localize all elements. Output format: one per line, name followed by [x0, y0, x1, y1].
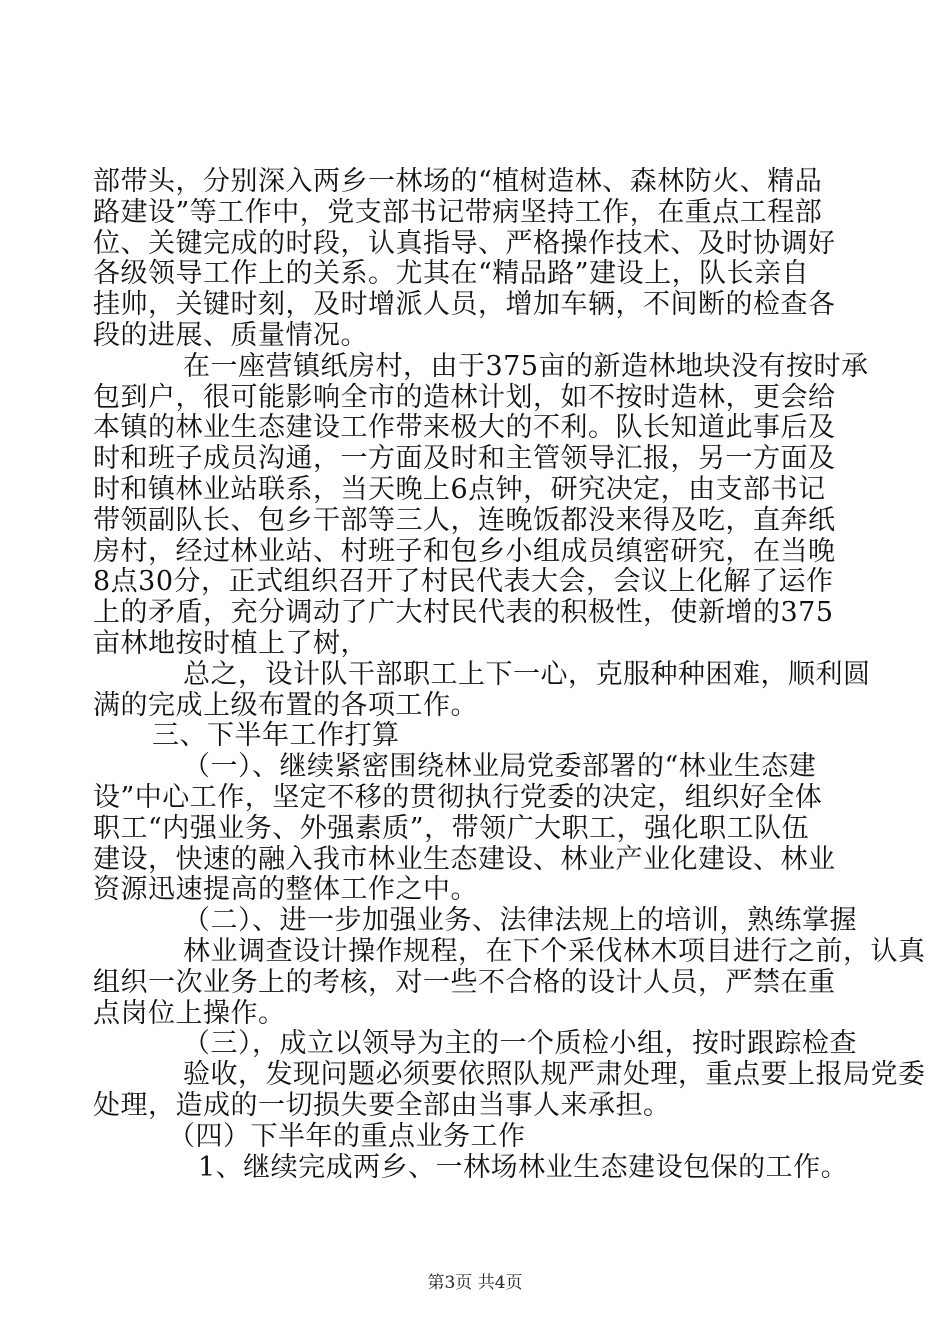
text-line: 三、下半年工作打算: [152, 720, 400, 752]
text-line: 段的进展、质量情况。: [93, 320, 368, 351]
text-line: 带领副队长、包乡干部等三人，连晚饭都没来得及吃，直奔纸: [93, 504, 836, 536]
text-line: 满的完成上级布置的各项工作。: [93, 689, 478, 721]
text-line: 8点30分，正式组织召开了村民代表大会，会议上化解了运作: [93, 566, 834, 598]
text-line: 上的矛盾，充分调动了广大村民代表的积极性，使新增的375: [93, 597, 834, 629]
text-line: 亩林地按时植上了树，: [93, 628, 368, 659]
text-line: 时和班子成员沟通，一方面及时和主管领导汇报，另一方面及: [93, 443, 836, 475]
text-line: 时和镇林业站联系，当天晚上6点钟，研究决定，由支部书记: [93, 474, 826, 505]
text-line: 位、关键完成的时段，认真指导、严格操作技术、及时协调好: [93, 227, 836, 259]
text-line: 林业调查设计操作规程，在下个采伐林木项目进行之前，认真: [183, 936, 926, 967]
text-line: 处理，造成的一切损失要全部由当事人来承担。: [93, 1090, 671, 1121]
text-line: （二）、进一步加强业务、法律法规上的培训，熟练掌握: [183, 905, 857, 937]
text-line: 验收，发现问题必须要依照队规严肃处理，重点要上报局党委: [183, 1059, 926, 1091]
text-line: 本镇的林业生态建设工作带来极大的不利。队长知道此事后及: [93, 412, 836, 444]
text-line: 点岗位上操作。: [93, 997, 286, 1029]
text-line: （三），成立以领导为主的一个质检小组，按时跟踪检查: [183, 1028, 857, 1060]
text-line: 1、继续完成两乡、一林场林业生态建设包保的工作。: [198, 1151, 849, 1183]
text-line: 建设，快速的融入我市林业生态建设、林业产业化建设、林业: [93, 843, 836, 875]
text-line: 包到户，很可能影响全市的造林计划，如不按时造林，更会给: [93, 381, 836, 413]
page-footer: 第3页 共4页: [427, 1273, 523, 1293]
text-line: （四）下半年的重点业务工作: [168, 1120, 526, 1152]
text-line: 各级领导工作上的关系。尤其在“精品路”建设上，队长亲自: [93, 258, 810, 290]
text-line: 职工“内强业务、外强素质”，带领广大职工，强化职工队伍: [93, 812, 810, 844]
text-line: 部带头，分别深入两乡一林场的“植树造林、森林防火、精品: [93, 166, 823, 197]
text-line: 设”中心工作，坚定不移的贯彻执行党委的决定，组织好全体: [93, 782, 823, 813]
text-line: 资源迅速提高的整体工作之中。: [93, 874, 478, 906]
text-line: 组织一次业务上的考核，对一些不合格的设计人员，严禁在重: [93, 966, 836, 998]
text-line: 挂帅，关键时刻，及时增派人员，增加车辆，不间断的检查各: [93, 289, 836, 321]
text-line: 总之，设计队干部职工上下一心，克服种种困难，顺利圆: [183, 658, 871, 690]
text-line: 在一座营镇纸房村，由于375亩的新造林地块没有按时承: [183, 350, 869, 382]
text-line: 房村，经过林业站、村班子和包乡小组成员缜密研究，在当晚: [93, 535, 836, 567]
text-line: 路建设”等工作中，党支部书记带病坚持工作，在重点工程部: [93, 196, 823, 228]
text-line: （一）、继续紧密围绕林业局党委部署的“林业生态建: [183, 751, 817, 783]
